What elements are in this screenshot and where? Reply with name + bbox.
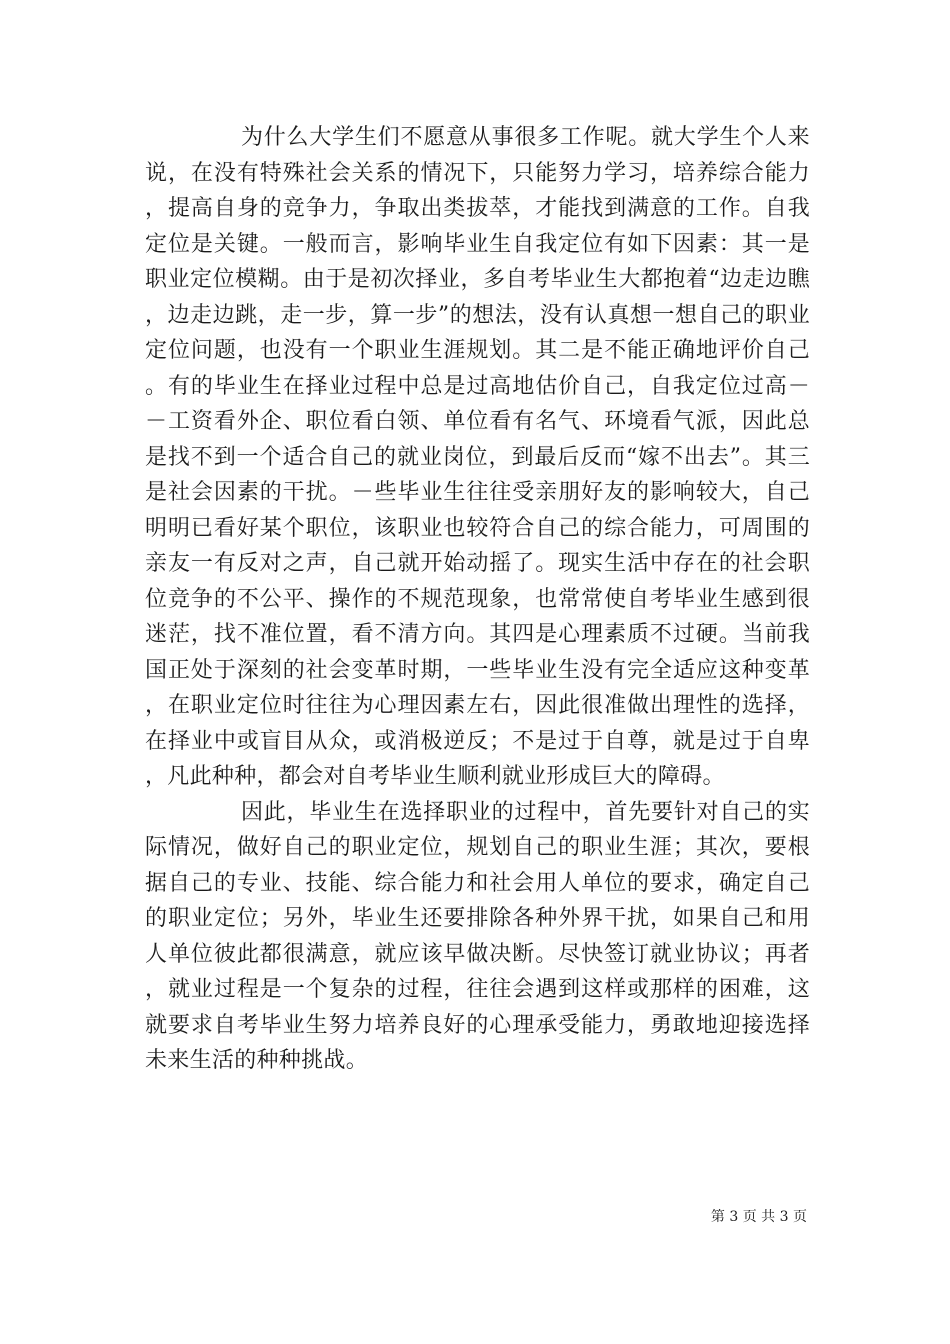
paragraph-1: 为什么大学生们不愿意从事很多工作呢。就大学生个人来说，在没有特殊社会关系的情况下，只能努力学习，培养综合能力，提高自身的竞争力，争取出类拔萃，才能找到满意的工作。自我定位是关键。一般而言，影响毕业生自我定位有如下因素：其一是职业定位模糊。由于是初次择业，多自考毕业生大都抱着“边走边瞧，边走边跳，走一步，算一步”的想法，没有认真想一想自己的职业定位问题，也没有一个职业生涯规划。其二是不能正确地评价自己。有的毕业生在择业过程中总是过高地估价自己，自我定位过高－－工资看外企、职位看白领、单位看有名气、环境看气派，因此总是找不到一个适合自己的就业岗位，到最后反而“嫁不出去”。其三是社会因素的干扰。－些毕业生往往受亲朋好友的影响较大，自己明明已看好某个职位，该职业也较符合自己的综合能力，可周围的亲友一有反对之声，自己就开始动摇了。现实生活中存在的社会职位竞争的不公平、操作的不规范现象，也常常使自考毕业生感到很迷茫，找不准位置，看不清方向。其四是心理素质不过硬。当前我国正处于深刻的社会变革时期，一些毕业生没有完全适应这种变革，在职业定位时往往为心理因素左右，因此很准做出理性的选择，在择业中或盲目从众，或消极逆反；不是过于自尊，就是过于自卑，凡此种种，都会对自考毕业生顺利就业形成巨大的障碍。 (145, 125, 810, 789)
paragraph-2: 因此，毕业生在选择职业的过程中，首先要针对自己的实际情况，做好自己的职业定位，规划自己的职业生涯；其次，要根据自己的专业、技能、综合能力和社会用人单位的要求，确定自己的职业定位；另外，毕业生还要排除各种外界干扰，如果自己和用人单位彼此都很满意，就应该早做决断。尽快签订就业协议；再者，就业过程是一个复杂的过程，往往会遇到这样或那样的困难，这就要求自考毕业生努力培养良好的心理承受能力，勇敢地迎接选择未来生活的种种挑战。 (145, 799, 810, 1073)
page-number-footer: 第 3 页 共 3 页 (710, 1209, 807, 1225)
document-body (145, 120, 810, 1079)
